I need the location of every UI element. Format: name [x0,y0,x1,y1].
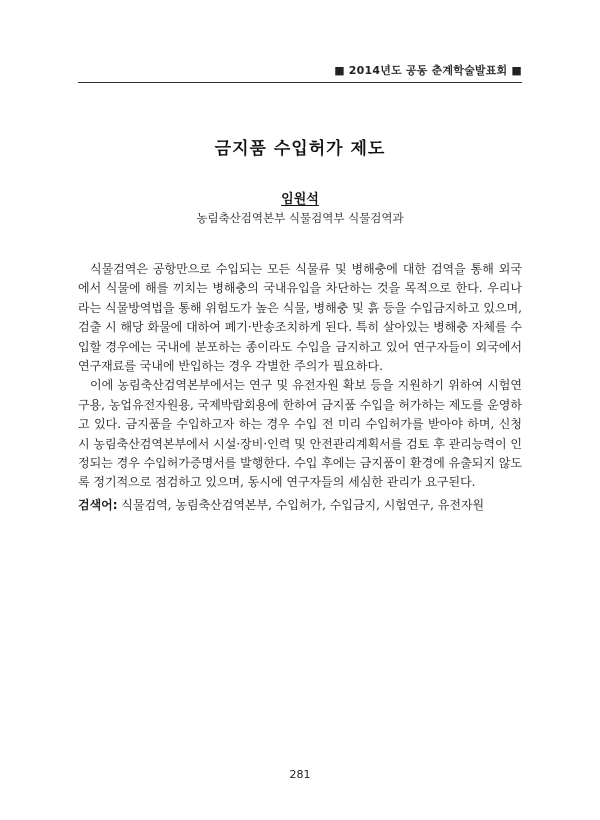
abstract-paragraph-1: 식물검역은 공항만으로 수입되는 모든 식물류 및 병해충에 대한 검역을 통해 외국에서 식물에 해를 끼치는 병해충의 국내유입을 차단하는 것을 목적으로 한다. 우리나라는 식물방역법을 통해 위험도가 높은 식물, 병해충 및 흙 등을 수입금지하고 있으며, 검출 시 해당 화물에 대하여 폐기·반송조치하게 된다. 특히 살아있는 병해충 자체를 수입할 경우에는 국내에 분포하는 종이라도 수입을 금지하고 있어 연구자들이 외국에서 연구재료를 국내에 반입하는 경우 각별한 주의가 필요하다. [78,262,522,374]
abstract [78,260,522,493]
author-name [78,188,522,207]
abstract-paragraph-2: 이에 농림축산검역본부에서는 연구 및 유전자원 확보 등을 지원하기 위하여 시험연구용, 농업유전자원용, 국제박람회용에 한하여 금지품 수입을 허가하는 제도를 운영하고 있다. 금지품을 수입하고자 하는 경우 수입 전 미리 수입허가를 받아야 하며, 신청 시 농림축산검역본부에서 시설·장비·인력 및 안전관리계획서를 검토 후 관리능력이 인정되는 경우 수입허가증명서를 발행한다. 수입 후에는 금지품이 환경에 유출되지 않도록 정기적으로 점검하고 있으며, 동시에 연구자들의 세심한 관리가 요구된다. [78,378,522,490]
keywords-list: 식물검역, 농림축산검역본부, 수입허가, 수입금지, 시험연구, 유전자원 [121,498,485,512]
header-rule [78,82,522,83]
keywords-label: 검색어: [78,498,118,512]
running-header: ■ 2014년도 공동 춘계학술발표회 ■ [334,64,522,77]
author-name-text: 임원석 [281,192,319,207]
page-number: 281 [289,768,311,781]
article-title: 금지품 수입허가 제도 [214,139,386,159]
author-affiliation: 농림축산검역본부 식물검역부 식물검역과 [196,211,404,225]
keywords [78,496,522,515]
